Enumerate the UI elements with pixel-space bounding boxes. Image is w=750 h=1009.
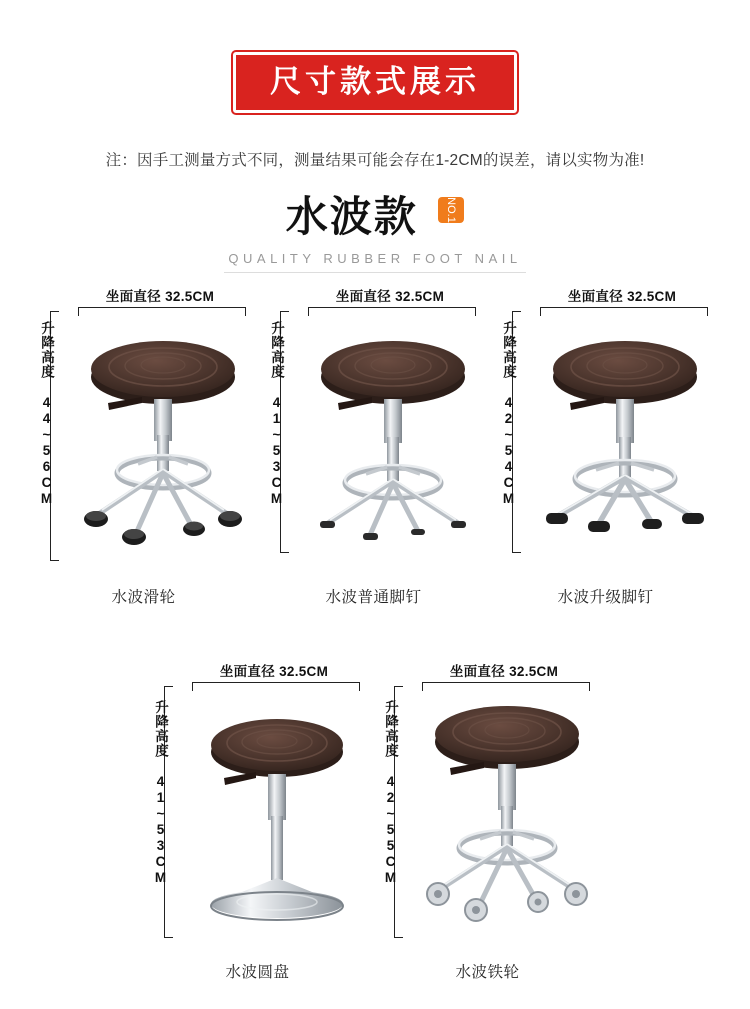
- height-dimension-label-3: 升降高度 41~53CM: [153, 700, 168, 886]
- height-dimension-label-1: 升降高度 41~53CM: [269, 321, 284, 507]
- stool-illustration-casters: [78, 317, 248, 567]
- product-figure-3: [150, 660, 365, 950]
- height-dimension-label-2: 升降高度 42~54CM: [501, 321, 516, 507]
- product-caption-1: 水波普通脚钉: [325, 589, 422, 606]
- width-dimension-bar-1: [308, 307, 476, 316]
- product-card-3: [150, 660, 365, 981]
- banner-title: 尺寸款式展示: [270, 64, 480, 99]
- width-dimension-label-4: 坐面直径 32.5CM: [449, 664, 559, 679]
- product-figure-1: [266, 285, 481, 575]
- model-badge: NO.1: [438, 197, 464, 223]
- width-dimension-bar-3: [192, 682, 360, 691]
- stool-illustration-plain-feet: [308, 317, 478, 562]
- product-figure-2: [498, 285, 713, 575]
- model-subtitle-container: [0, 250, 750, 273]
- product-card-1: [266, 285, 481, 606]
- height-dimension-label-4: 升降高度 42~55CM: [383, 700, 398, 886]
- header-banner-container: [0, 52, 750, 113]
- stool-illustration-iron-wheels: [422, 686, 592, 942]
- width-dimension-bar-0: [78, 307, 246, 316]
- product-caption-3: 水波圆盘: [225, 964, 290, 981]
- model-title-container: [0, 193, 750, 240]
- product-card-2: [498, 285, 713, 606]
- width-dimension-label-1: 坐面直径 32.5CM: [335, 289, 445, 304]
- width-dimension-label-2: 坐面直径 32.5CM: [567, 289, 677, 304]
- width-dimension-bar-2: [540, 307, 708, 316]
- width-dimension-label-0: 坐面直径 32.5CM: [105, 289, 215, 304]
- product-card-4: [380, 660, 595, 981]
- measurement-note: 注：因手工测量方式不同，测量结果可能会存在1-2CM的误差，请以实物为准!: [105, 152, 645, 169]
- product-card-0: [36, 285, 251, 606]
- stool-illustration-disc: [192, 692, 362, 944]
- product-figure-0: [36, 285, 251, 575]
- header-banner: [233, 52, 517, 113]
- product-figure-4: [380, 660, 595, 950]
- model-title: 水波款: [285, 193, 418, 240]
- model-subtitle: QUALITY RUBBER FOOT NAIL: [224, 251, 525, 273]
- product-caption-4: 水波铁轮: [455, 964, 520, 981]
- product-caption-2: 水波升级脚钉: [557, 589, 654, 606]
- width-dimension-label-3: 坐面直径 32.5CM: [219, 664, 329, 679]
- height-dimension-label-0: 升降高度 44~56CM: [39, 321, 54, 507]
- stool-illustration-upgraded-feet: [540, 317, 710, 562]
- product-caption-0: 水波滑轮: [111, 589, 176, 606]
